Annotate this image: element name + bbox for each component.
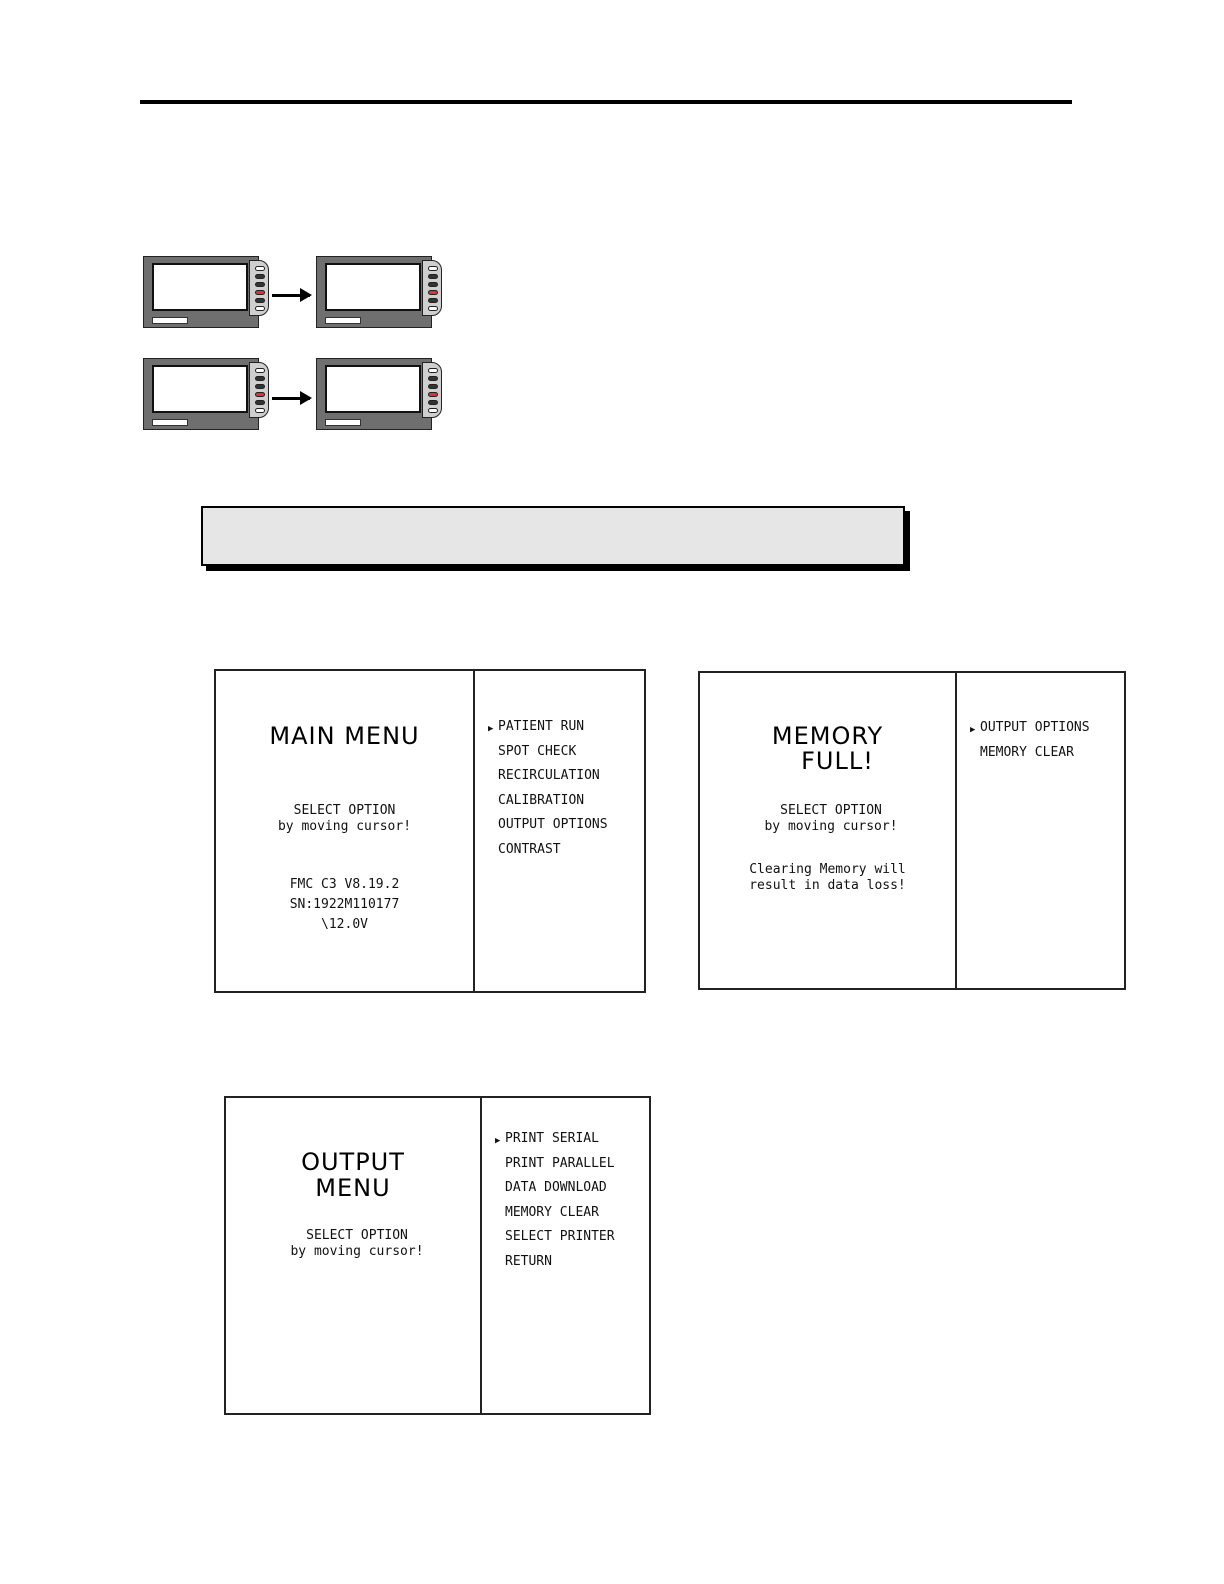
menu-item-select-printer[interactable]: SELECT PRINTER xyxy=(505,1229,615,1244)
monitor-icon xyxy=(143,256,269,330)
lcd-serial: SN:1922M110177 xyxy=(289,897,400,912)
lcd-title-line2: FULL! xyxy=(801,747,874,775)
lcd-warning-line1: Clearing Memory will xyxy=(749,862,906,877)
menu-item-return[interactable]: RETURN xyxy=(505,1253,552,1269)
callout-banner xyxy=(201,506,905,566)
lcd-prompt-line2: by moving cursor! xyxy=(277,819,412,834)
menu-item-spot-check[interactable]: SPOT CHECK xyxy=(498,743,577,759)
lcd-option-list xyxy=(972,720,1090,769)
menu-item-print-parallel[interactable]: PRINT PARALLEL xyxy=(505,1155,615,1171)
menu-item-print-serial[interactable]: ▶ PRINT SERIAL xyxy=(497,1131,615,1156)
menu-item-patient-run[interactable]: ▶ PATIENT RUN xyxy=(490,719,608,744)
lcd-output-menu xyxy=(224,1096,651,1415)
lcd-memory-full xyxy=(698,671,1126,990)
lcd-main-menu xyxy=(214,669,646,993)
lcd-prompt-line1: SELECT OPTION xyxy=(306,1228,408,1243)
lcd-prompt-line1: SELECT OPTION xyxy=(780,803,882,818)
monitor-icon xyxy=(143,358,269,432)
lcd-prompt-line2: by moving cursor! xyxy=(764,819,898,834)
menu-item-data-download[interactable]: DATA DOWNLOAD xyxy=(505,1180,607,1195)
right-arrow-icon xyxy=(272,397,310,400)
lcd-version: FMC C3 V8.19.2 xyxy=(289,877,400,892)
lcd-prompt-line1: SELECT OPTION xyxy=(293,803,396,818)
lcd-title-line2: MENU xyxy=(315,1174,391,1202)
header-rule xyxy=(140,100,1072,104)
lcd-prompt-line2: by moving cursor! xyxy=(290,1244,424,1259)
lcd-option-list xyxy=(490,719,608,866)
menu-item-recirculation[interactable]: RECIRCULATION xyxy=(498,768,600,783)
menu-item-contrast[interactable]: CONTRAST xyxy=(498,841,561,857)
menu-item-output-options[interactable]: OUTPUT OPTIONS xyxy=(498,817,608,832)
lcd-title-line1: OUTPUT xyxy=(301,1148,405,1176)
lcd-voltage: \12.0V xyxy=(321,917,368,932)
lcd-warning-line2: result in data loss! xyxy=(749,878,906,893)
lcd-option-list xyxy=(497,1131,615,1278)
menu-item-calibration[interactable]: CALIBRATION xyxy=(498,792,585,808)
right-arrow-icon xyxy=(272,294,310,297)
menu-item-memory-clear[interactable]: MEMORY CLEAR xyxy=(505,1204,599,1220)
lcd-title-line1: MEMORY xyxy=(771,722,884,750)
menu-item-output-options[interactable]: ▶ OUTPUT OPTIONS xyxy=(972,720,1090,745)
monitor-icon xyxy=(316,256,442,330)
lcd-title: MAIN MENU xyxy=(269,722,420,750)
monitor-icon xyxy=(316,358,442,432)
menu-item-memory-clear[interactable]: MEMORY CLEAR xyxy=(980,744,1074,760)
